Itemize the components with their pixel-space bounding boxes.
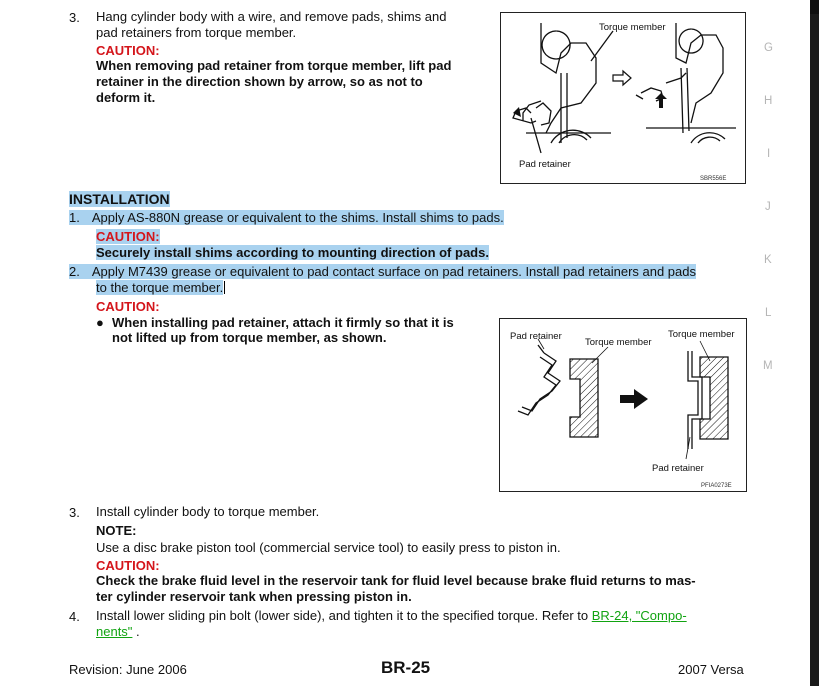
side-tab-letter: I: [767, 148, 771, 160]
step-text: Hang cylinder body with a wire, and remove pads, shims and: [96, 9, 447, 24]
step-text: .: [136, 624, 140, 639]
caution-text: ter cylinder reservoir tank when pressing piston in.: [96, 589, 412, 604]
caution-text: deform it.: [96, 90, 156, 105]
label-torque-member: Torque member: [599, 22, 666, 33]
install-step-2: [69, 264, 696, 280]
figure-code: SBR556E: [700, 176, 727, 182]
footer-page-code: BR-25: [381, 658, 431, 677]
side-tab-letter: J: [765, 201, 771, 213]
text-cursor: [224, 281, 225, 294]
window-edge: [810, 0, 819, 686]
label-torque-member: Torque member: [668, 329, 735, 340]
figure-pad-retainer-removal: [500, 12, 746, 184]
section-heading: [69, 191, 170, 207]
install-step-2-cont: [96, 280, 225, 296]
reference-link-cont[interactable]: nents": [96, 624, 133, 639]
note-label: NOTE:: [96, 523, 137, 538]
bullet-marker: ●: [96, 315, 104, 330]
label-pad-retainer: Pad retainer: [519, 159, 571, 170]
side-tab-letter: K: [764, 254, 772, 266]
step-4-line1: [96, 608, 687, 624]
installation-heading: INSTALLATION: [69, 191, 170, 207]
step-number: 4.: [69, 609, 80, 624]
bullet-text: not lifted up from torque member, as shown.: [112, 330, 387, 345]
side-tab-letter: G: [764, 42, 773, 54]
figure-code: PFIA0273E: [701, 483, 732, 489]
step-4-line2: [96, 624, 140, 640]
caution-text: When removing pad retainer from torque member, lift pad: [96, 58, 452, 73]
step-text: Apply M7439 grease or equivalent to pad contact surface on pad retainers. Install pad retainers and pads: [86, 264, 696, 279]
bullet-text: When installing pad retainer, attach it firmly so that it is: [112, 315, 454, 330]
caution-label: CAUTION:: [96, 299, 160, 314]
caution-text: retainer in the direction shown by arrow, so as not to: [96, 74, 423, 89]
step-number: 3.: [69, 10, 80, 25]
footer-revision: Revision: June 2006: [69, 662, 187, 677]
step-text: pad retainers from torque member.: [96, 25, 297, 40]
figure-pad-retainer-installation: [499, 318, 747, 492]
caution-label: CAUTION:: [96, 229, 160, 244]
install-step-1: [69, 210, 747, 226]
label-torque-member: Torque member: [585, 337, 652, 348]
pad-retainer-removal-diagram: [501, 13, 745, 183]
caution-text: Securely install shims according to mounting direction of pads.: [96, 245, 489, 260]
label-pad-retainer: Pad retainer: [652, 463, 704, 474]
side-tab-letter: M: [763, 360, 773, 372]
label-pad-retainer: Pad retainer: [510, 331, 562, 342]
step-text: Apply AS-880N grease or equivalent to the shims. Install shims to pads.: [86, 210, 504, 225]
step-number: 3.: [69, 505, 80, 520]
footer-model: 2007 Versa: [678, 662, 744, 677]
step-text: to the torque member.: [96, 280, 224, 295]
caution-text: Check the brake fluid level in the reservoir tank for fluid level because brake fluid returns to mas-: [96, 573, 696, 588]
step-number: 1.: [69, 210, 86, 225]
note-text: Use a disc brake piston tool (commercial service tool) to easily press to piston in.: [96, 540, 561, 555]
window-edge-top: [810, 0, 819, 14]
reference-link[interactable]: BR-24, "Compo-: [591, 608, 687, 623]
side-tab-letter: H: [764, 95, 773, 107]
step-text: Install cylinder body to torque member.: [96, 504, 320, 519]
caution-label: CAUTION:: [96, 43, 160, 58]
side-tab-letter: L: [765, 307, 772, 319]
step-text: Install lower sliding pin bolt (lower side), and tighten it to the specified torque. Refer to: [96, 608, 589, 623]
step-number: 2.: [69, 264, 86, 279]
caution-label: CAUTION:: [96, 558, 160, 573]
